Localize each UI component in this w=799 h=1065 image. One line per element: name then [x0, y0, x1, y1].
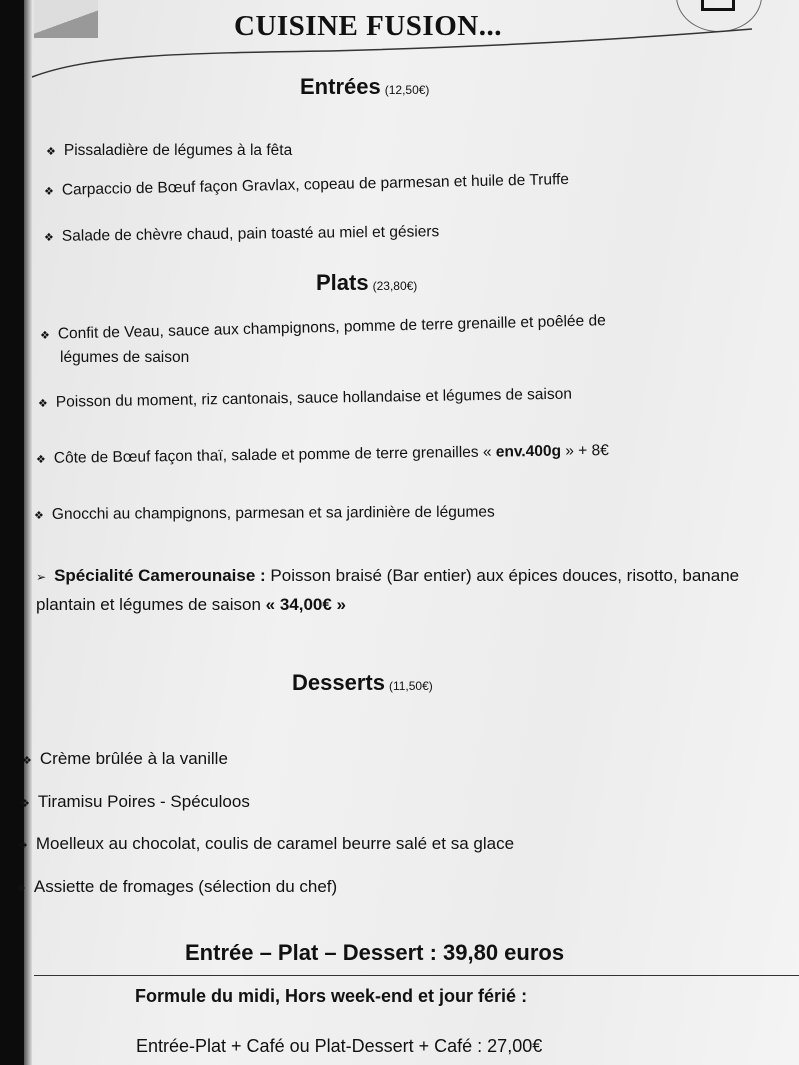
formula-full: Entrée – Plat – Dessert : 39,80 euros — [185, 940, 565, 965]
binder-edge — [0, 0, 24, 1065]
formula-midi-detail: Entrée-Plat + Café ou Plat-Dessert + Café : 27,00€ — [136, 1036, 543, 1056]
list-item: ❖ Moelleux au chocolat, coulis de caramel beurre salé et sa glace — [18, 834, 515, 853]
list-item: ❖ Poisson du moment, riz cantonais, sauce hollandaise et légumes de saison — [37, 385, 573, 411]
list-item: ❖ Gnocchi au champignons, parmesan et sa jardinière de légumes — [33, 503, 495, 523]
speciality-item: ➢ Spécialité Camerounaise : Poisson braisé (Bar entier) aux épices douces, risotto, banane plantain et légumes de saison « 34,00€ » — [36, 566, 740, 614]
list-item: ❖ Crème brûlée à la vanille — [22, 749, 228, 768]
divider — [34, 975, 799, 976]
list-item: ❖ Assiette de fromages (sélection du chef) — [16, 877, 338, 896]
plats-heading: Plats (23,80€) — [316, 270, 418, 295]
formula-midi-title: Formule du midi, Hors week-end et jour férié : — [135, 986, 528, 1006]
menu-title: CUISINE FUSION... — [234, 10, 502, 42]
list-item: ❖ Pissaladière de légumes à la fêta — [46, 142, 293, 159]
list-item: ❖ Côte de Bœuf façon thaï, salade et pomme de terre grenailles « env.400g » + 8€ — [35, 442, 609, 467]
binder-shadow — [24, 0, 32, 1065]
list-item: ❖ Tiramisu Poires - Spéculoos — [20, 792, 250, 811]
list-item: ❖ Confit de Veau, sauce aux champignons, pomme de terre grenaille et poêlée de — [39, 312, 606, 343]
list-item-continued: légumes de saison — [60, 349, 190, 366]
desserts-heading: Desserts (11,50€) — [292, 670, 433, 695]
list-item: ❖ Carpaccio de Bœuf façon Gravlax, copeau de parmesan et huile de Truffe — [43, 171, 570, 199]
entrees-heading: Entrées (12,50€) — [300, 74, 430, 99]
list-item: ❖ Salade de chèvre chaud, pain toasté au miel et gésiers — [43, 223, 440, 245]
